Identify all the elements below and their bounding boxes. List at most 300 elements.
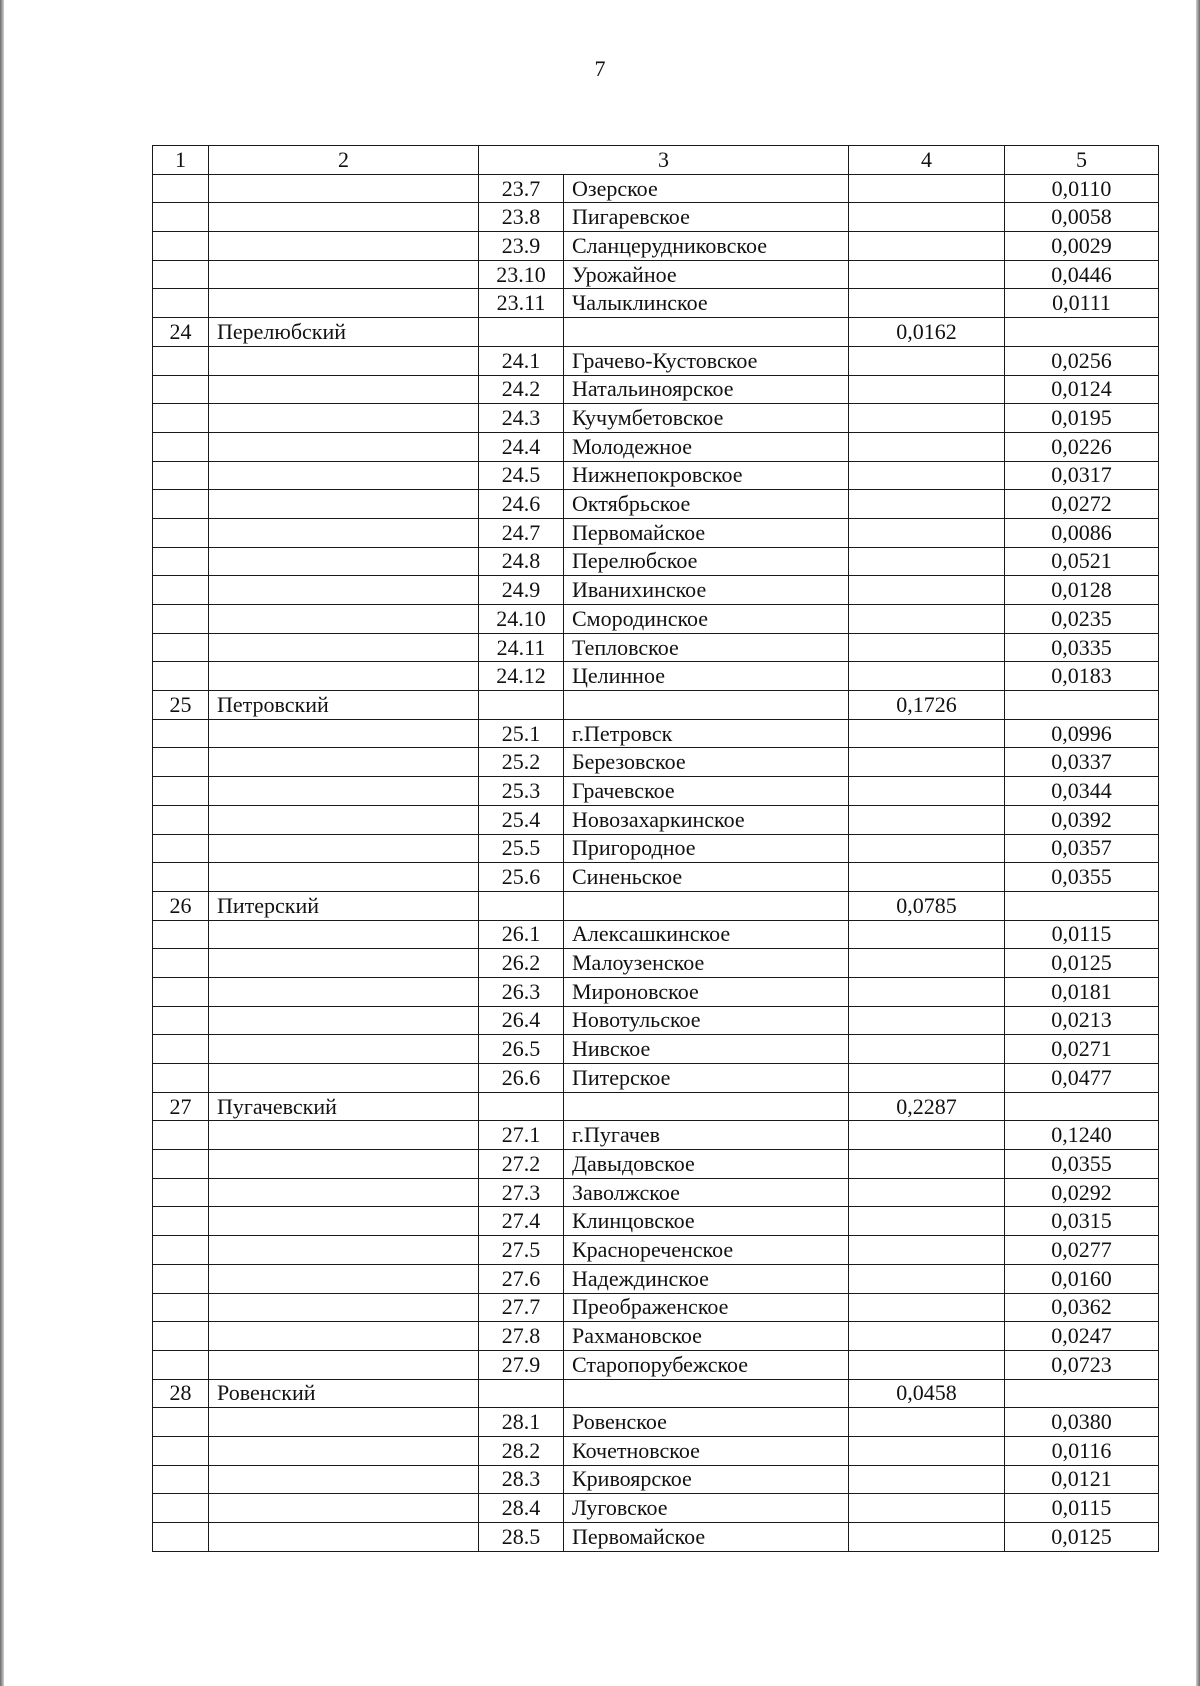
district-row — [153, 691, 1159, 720]
settlement-code-cell — [479, 1092, 564, 1121]
settlement-name-cell: Перелюбское — [564, 547, 849, 576]
district-name-cell — [209, 977, 479, 1006]
row-number-cell: 28 — [153, 1379, 209, 1408]
district-value-cell — [849, 490, 1005, 519]
settlement-name-cell: Чалыклинское — [564, 289, 849, 318]
settlement-value-cell: 0,0355 — [1005, 1150, 1159, 1179]
settlement-value-cell: 0,0723 — [1005, 1350, 1159, 1379]
table-row — [153, 404, 1159, 433]
district-name-cell — [209, 605, 479, 634]
settlement-code-cell: 24.3 — [479, 404, 564, 433]
settlement-name-cell: Рахмановское — [564, 1322, 849, 1351]
settlement-name-cell: Смородинское — [564, 605, 849, 634]
settlement-code-cell: 24.10 — [479, 605, 564, 634]
settlement-name-cell — [564, 1379, 849, 1408]
settlement-value-cell: 0,0392 — [1005, 805, 1159, 834]
settlement-code-cell: 24.7 — [479, 518, 564, 547]
settlement-value-cell: 0,0521 — [1005, 547, 1159, 576]
district-name-cell — [209, 662, 479, 691]
settlement-name-cell: Новотульское — [564, 1006, 849, 1035]
district-value-cell — [849, 1064, 1005, 1093]
row-number-cell — [153, 1178, 209, 1207]
settlement-code-cell: 24.8 — [479, 547, 564, 576]
settlement-code-cell: 27.5 — [479, 1236, 564, 1265]
settlement-value-cell: 0,0315 — [1005, 1207, 1159, 1236]
settlement-value-cell: 0,0292 — [1005, 1178, 1159, 1207]
settlement-code-cell: 23.7 — [479, 174, 564, 203]
row-number-cell — [153, 1465, 209, 1494]
settlement-name-cell: Ровенское — [564, 1408, 849, 1437]
settlement-code-cell: 26.1 — [479, 920, 564, 949]
district-name-cell — [209, 863, 479, 892]
settlement-code-cell: 24.5 — [479, 461, 564, 490]
settlement-value-cell: 0,0317 — [1005, 461, 1159, 490]
settlement-value-cell — [1005, 1379, 1159, 1408]
settlement-name-cell — [564, 691, 849, 720]
settlement-code-cell: 26.6 — [479, 1064, 564, 1093]
district-value-cell — [849, 375, 1005, 404]
settlement-code-cell: 23.11 — [479, 289, 564, 318]
district-value-cell — [849, 1236, 1005, 1265]
settlement-value-cell: 0,0996 — [1005, 719, 1159, 748]
table-row — [153, 805, 1159, 834]
settlement-name-cell: Грачево-Кустовское — [564, 346, 849, 375]
settlement-code-cell: 26.4 — [479, 1006, 564, 1035]
district-value-cell — [849, 777, 1005, 806]
table-row — [153, 977, 1159, 1006]
table-row — [153, 662, 1159, 691]
table-row — [153, 1436, 1159, 1465]
row-number-cell — [153, 662, 209, 691]
settlement-value-cell: 0,0160 — [1005, 1264, 1159, 1293]
settlement-code-cell: 23.8 — [479, 203, 564, 232]
district-value-cell — [849, 662, 1005, 691]
settlement-value-cell — [1005, 318, 1159, 347]
table-row — [153, 633, 1159, 662]
settlement-name-cell: Краснореченское — [564, 1236, 849, 1265]
district-value-cell: 0,2287 — [849, 1092, 1005, 1121]
settlement-code-cell: 25.4 — [479, 805, 564, 834]
table-row — [153, 1264, 1159, 1293]
district-name-cell — [209, 174, 479, 203]
settlement-value-cell: 0,0125 — [1005, 949, 1159, 978]
district-value-cell — [849, 174, 1005, 203]
settlement-value-cell — [1005, 1092, 1159, 1121]
settlement-code-cell: 25.2 — [479, 748, 564, 777]
settlement-value-cell: 0,0115 — [1005, 920, 1159, 949]
table-row — [153, 432, 1159, 461]
table-row — [153, 1350, 1159, 1379]
settlement-name-cell: Заволжское — [564, 1178, 849, 1207]
settlement-name-cell: Давыдовское — [564, 1150, 849, 1179]
district-value-cell — [849, 1322, 1005, 1351]
row-number-cell — [153, 1293, 209, 1322]
row-number-cell — [153, 863, 209, 892]
table-row — [153, 777, 1159, 806]
district-row — [153, 1092, 1159, 1121]
district-value-cell — [849, 1465, 1005, 1494]
district-name-cell — [209, 232, 479, 261]
district-name-cell — [209, 834, 479, 863]
row-number-cell — [153, 461, 209, 490]
row-number-cell — [153, 203, 209, 232]
district-value-cell — [849, 346, 1005, 375]
row-number-cell — [153, 805, 209, 834]
scan-edge-left — [0, 0, 4, 1686]
row-number-cell — [153, 1264, 209, 1293]
settlement-name-cell: Кривоярское — [564, 1465, 849, 1494]
table-row — [153, 490, 1159, 519]
header-col-5: 5 — [1005, 146, 1159, 175]
settlement-code-cell: 28.4 — [479, 1494, 564, 1523]
table-row — [153, 289, 1159, 318]
district-value-cell — [849, 1035, 1005, 1064]
table-row — [153, 1523, 1159, 1552]
row-number-cell — [153, 1322, 209, 1351]
row-number-cell — [153, 289, 209, 318]
row-number-cell — [153, 1035, 209, 1064]
row-number-cell — [153, 346, 209, 375]
district-value-cell — [849, 920, 1005, 949]
district-row — [153, 891, 1159, 920]
district-name-cell — [209, 1121, 479, 1150]
table-header-row — [153, 146, 1159, 175]
district-value-cell — [849, 289, 1005, 318]
settlement-code-cell — [479, 1379, 564, 1408]
district-name-cell — [209, 1465, 479, 1494]
district-name-cell — [209, 1523, 479, 1552]
row-number-cell — [153, 404, 209, 433]
settlement-name-cell: Малоузенское — [564, 949, 849, 978]
settlement-value-cell: 0,0380 — [1005, 1408, 1159, 1437]
district-name-cell — [209, 633, 479, 662]
settlement-name-cell: Первомайское — [564, 518, 849, 547]
district-name-cell — [209, 949, 479, 978]
settlement-name-cell — [564, 891, 849, 920]
settlement-name-cell: Надеждинское — [564, 1264, 849, 1293]
settlement-code-cell: 28.5 — [479, 1523, 564, 1552]
settlement-code-cell: 24.9 — [479, 576, 564, 605]
table-row — [153, 834, 1159, 863]
settlement-name-cell: Пигаревское — [564, 203, 849, 232]
settlement-code-cell: 24.4 — [479, 432, 564, 461]
table-row — [153, 576, 1159, 605]
district-value-cell: 0,0785 — [849, 891, 1005, 920]
settlement-name-cell: Березовское — [564, 748, 849, 777]
district-value-cell — [849, 1121, 1005, 1150]
row-number-cell — [153, 605, 209, 634]
district-value-cell — [849, 260, 1005, 289]
district-name-cell — [209, 1264, 479, 1293]
table-row — [153, 1006, 1159, 1035]
row-number-cell — [153, 547, 209, 576]
table-row — [153, 1178, 1159, 1207]
row-number-cell — [153, 1150, 209, 1179]
settlement-name-cell: Пригородное — [564, 834, 849, 863]
table-row — [153, 1494, 1159, 1523]
district-name-cell — [209, 1150, 479, 1179]
settlement-value-cell: 0,0058 — [1005, 203, 1159, 232]
table-row — [153, 1207, 1159, 1236]
settlement-name-cell: Грачевское — [564, 777, 849, 806]
district-name-cell — [209, 920, 479, 949]
row-number-cell — [153, 834, 209, 863]
district-name-cell — [209, 576, 479, 605]
table-row — [153, 203, 1159, 232]
settlement-name-cell: Октябрьское — [564, 490, 849, 519]
settlement-name-cell: Луговское — [564, 1494, 849, 1523]
district-value-cell: 0,1726 — [849, 691, 1005, 720]
settlement-value-cell: 0,0355 — [1005, 863, 1159, 892]
row-number-cell: 26 — [153, 891, 209, 920]
table-row — [153, 748, 1159, 777]
district-name-cell — [209, 461, 479, 490]
settlement-value-cell: 0,0344 — [1005, 777, 1159, 806]
settlement-value-cell: 0,0181 — [1005, 977, 1159, 1006]
district-name-cell — [209, 1436, 479, 1465]
district-name-cell — [209, 1322, 479, 1351]
district-value-cell — [849, 461, 1005, 490]
row-number-cell — [153, 490, 209, 519]
row-number-cell — [153, 1436, 209, 1465]
table-row — [153, 1035, 1159, 1064]
settlement-name-cell: г.Пугачев — [564, 1121, 849, 1150]
settlement-value-cell: 0,0125 — [1005, 1523, 1159, 1552]
settlement-code-cell: 27.4 — [479, 1207, 564, 1236]
settlement-name-cell: Клинцовское — [564, 1207, 849, 1236]
row-number-cell — [153, 432, 209, 461]
settlement-value-cell: 0,0111 — [1005, 289, 1159, 318]
settlement-name-cell: Натальиноярское — [564, 375, 849, 404]
district-value-cell — [849, 863, 1005, 892]
row-number-cell — [153, 949, 209, 978]
settlement-code-cell: 27.9 — [479, 1350, 564, 1379]
row-number-cell — [153, 1350, 209, 1379]
row-number-cell — [153, 719, 209, 748]
settlement-value-cell: 0,0115 — [1005, 1494, 1159, 1523]
district-value-cell — [849, 1150, 1005, 1179]
table-row — [153, 1465, 1159, 1494]
row-number-cell — [153, 1006, 209, 1035]
settlement-code-cell: 23.9 — [479, 232, 564, 261]
settlement-code-cell: 27.3 — [479, 1178, 564, 1207]
district-value-cell — [849, 232, 1005, 261]
settlement-code-cell: 25.3 — [479, 777, 564, 806]
settlement-name-cell: Преображенское — [564, 1293, 849, 1322]
settlement-value-cell: 0,0477 — [1005, 1064, 1159, 1093]
settlement-name-cell: Молодежное — [564, 432, 849, 461]
settlement-code-cell: 24.2 — [479, 375, 564, 404]
settlement-code-cell: 24.12 — [479, 662, 564, 691]
district-name-cell — [209, 1006, 479, 1035]
settlement-name-cell: Питерское — [564, 1064, 849, 1093]
row-number-cell — [153, 1121, 209, 1150]
table-body — [153, 146, 1159, 1552]
table-row — [153, 1064, 1159, 1093]
row-number-cell — [153, 977, 209, 1006]
district-name-cell: Пугачевский — [209, 1092, 479, 1121]
settlement-name-cell: Нижнепокровское — [564, 461, 849, 490]
header-col-4: 4 — [849, 146, 1005, 175]
settlement-value-cell: 0,0183 — [1005, 662, 1159, 691]
table-row — [153, 1121, 1159, 1150]
settlement-value-cell: 0,0110 — [1005, 174, 1159, 203]
settlement-name-cell: Первомайское — [564, 1523, 849, 1552]
header-col-2: 2 — [209, 146, 479, 175]
district-value-cell — [849, 1293, 1005, 1322]
settlement-name-cell: Сланцерудниковское — [564, 232, 849, 261]
district-name-cell — [209, 346, 479, 375]
settlement-code-cell: 24.6 — [479, 490, 564, 519]
row-number-cell: 27 — [153, 1092, 209, 1121]
row-number-cell — [153, 777, 209, 806]
row-number-cell — [153, 232, 209, 261]
settlement-name-cell: Синеньское — [564, 863, 849, 892]
district-name-cell — [209, 260, 479, 289]
settlement-value-cell: 0,0116 — [1005, 1436, 1159, 1465]
district-name-cell — [209, 1178, 479, 1207]
district-value-cell — [849, 576, 1005, 605]
district-value-cell — [849, 547, 1005, 576]
settlement-value-cell: 0,0226 — [1005, 432, 1159, 461]
district-value-cell — [849, 1350, 1005, 1379]
district-row — [153, 1379, 1159, 1408]
district-value-cell — [849, 518, 1005, 547]
district-value-cell — [849, 1264, 1005, 1293]
district-value-cell — [849, 834, 1005, 863]
settlement-code-cell: 28.2 — [479, 1436, 564, 1465]
table-row — [153, 232, 1159, 261]
settlement-value-cell: 0,0128 — [1005, 576, 1159, 605]
district-name-cell — [209, 719, 479, 748]
settlement-name-cell: г.Петровск — [564, 719, 849, 748]
settlement-code-cell — [479, 691, 564, 720]
district-value-cell — [849, 977, 1005, 1006]
settlement-name-cell: Урожайное — [564, 260, 849, 289]
district-value-cell — [849, 1494, 1005, 1523]
settlement-value-cell: 0,0256 — [1005, 346, 1159, 375]
row-number-cell — [153, 518, 209, 547]
settlement-code-cell: 28.1 — [479, 1408, 564, 1437]
scan-edge-right — [1196, 0, 1200, 1686]
table-row — [153, 174, 1159, 203]
table-row — [153, 1408, 1159, 1437]
settlement-code-cell: 23.10 — [479, 260, 564, 289]
settlement-name-cell: Тепловское — [564, 633, 849, 662]
settlement-value-cell: 0,0213 — [1005, 1006, 1159, 1035]
settlement-code-cell: 24.1 — [479, 346, 564, 375]
settlement-value-cell: 0,0247 — [1005, 1322, 1159, 1351]
district-value-cell — [849, 1436, 1005, 1465]
header-col-3: 3 — [479, 146, 849, 175]
row-number-cell — [153, 1236, 209, 1265]
district-value-cell — [849, 949, 1005, 978]
settlement-value-cell: 0,0195 — [1005, 404, 1159, 433]
district-row — [153, 318, 1159, 347]
row-number-cell — [153, 1064, 209, 1093]
district-value-cell — [849, 203, 1005, 232]
row-number-cell — [153, 920, 209, 949]
district-name-cell — [209, 748, 479, 777]
settlement-value-cell: 0,0335 — [1005, 633, 1159, 662]
district-value-cell — [849, 1408, 1005, 1437]
settlement-value-cell: 0,0277 — [1005, 1236, 1159, 1265]
district-name-cell — [209, 1293, 479, 1322]
settlement-name-cell — [564, 318, 849, 347]
row-number-cell — [153, 260, 209, 289]
settlement-value-cell — [1005, 891, 1159, 920]
settlement-code-cell: 27.2 — [479, 1150, 564, 1179]
row-number-cell — [153, 174, 209, 203]
settlement-code-cell: 25.6 — [479, 863, 564, 892]
allocation-table — [152, 145, 1159, 1552]
settlement-value-cell: 0,0272 — [1005, 490, 1159, 519]
settlement-value-cell: 0,0357 — [1005, 834, 1159, 863]
district-name-cell — [209, 490, 479, 519]
settlement-code-cell — [479, 891, 564, 920]
district-name-cell — [209, 1236, 479, 1265]
table-row — [153, 547, 1159, 576]
district-value-cell: 0,0162 — [849, 318, 1005, 347]
settlement-name-cell: Старопорубежское — [564, 1350, 849, 1379]
district-name-cell — [209, 432, 479, 461]
district-name-cell — [209, 1494, 479, 1523]
district-value-cell — [849, 748, 1005, 777]
district-value-cell — [849, 432, 1005, 461]
settlement-code-cell — [479, 318, 564, 347]
district-name-cell: Ровенский — [209, 1379, 479, 1408]
settlement-value-cell: 0,0271 — [1005, 1035, 1159, 1064]
settlement-name-cell: Кочетновское — [564, 1436, 849, 1465]
settlement-code-cell: 27.6 — [479, 1264, 564, 1293]
table-row — [153, 605, 1159, 634]
settlement-value-cell: 0,0121 — [1005, 1465, 1159, 1494]
table-row — [153, 719, 1159, 748]
district-name-cell — [209, 375, 479, 404]
settlement-code-cell: 25.1 — [479, 719, 564, 748]
row-number-cell — [153, 1408, 209, 1437]
row-number-cell — [153, 576, 209, 605]
settlement-code-cell: 24.11 — [479, 633, 564, 662]
settlement-code-cell: 28.3 — [479, 1465, 564, 1494]
district-value-cell — [849, 1523, 1005, 1552]
header-col-1: 1 — [153, 146, 209, 175]
settlement-code-cell: 27.8 — [479, 1322, 564, 1351]
settlement-name-cell: Мироновское — [564, 977, 849, 1006]
page-number: 7 — [594, 56, 606, 81]
settlement-name-cell: Кучумбетовское — [564, 404, 849, 433]
table-row — [153, 260, 1159, 289]
row-number-cell: 24 — [153, 318, 209, 347]
district-value-cell — [849, 805, 1005, 834]
settlement-value-cell: 0,0029 — [1005, 232, 1159, 261]
settlement-name-cell: Алексашкинское — [564, 920, 849, 949]
district-name-cell — [209, 1408, 479, 1437]
table-row — [153, 1236, 1159, 1265]
settlement-name-cell: Иванихинское — [564, 576, 849, 605]
table-row — [153, 1293, 1159, 1322]
settlement-code-cell: 26.5 — [479, 1035, 564, 1064]
district-value-cell — [849, 633, 1005, 662]
settlement-code-cell: 25.5 — [479, 834, 564, 863]
row-number-cell — [153, 1494, 209, 1523]
district-name-cell — [209, 289, 479, 318]
row-number-cell — [153, 633, 209, 662]
district-name-cell: Перелюбский — [209, 318, 479, 347]
table-row — [153, 863, 1159, 892]
district-value-cell — [849, 719, 1005, 748]
table-row — [153, 518, 1159, 547]
